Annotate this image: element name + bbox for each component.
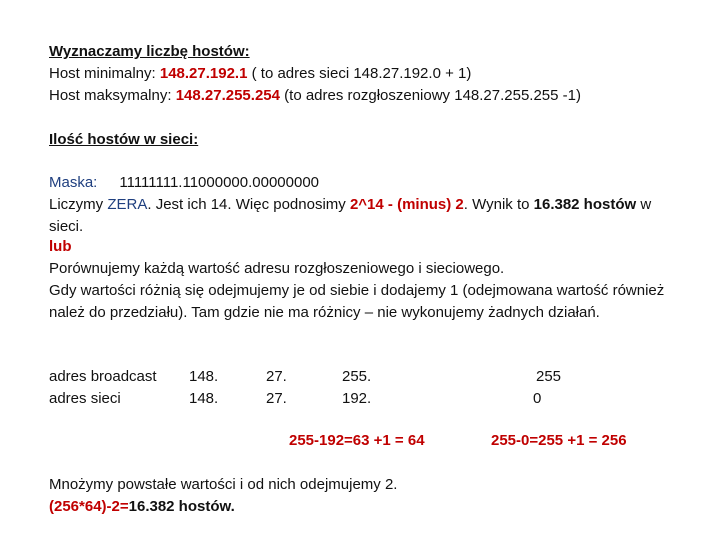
row-broadcast-octet-1: 148. (189, 368, 219, 385)
row-broadcast-label: adres broadcast (49, 368, 157, 385)
zeros-bold: ZERA (107, 196, 148, 213)
final-formula: (256*64)-2= (49, 498, 129, 515)
zeros-text-1: Liczymy (49, 196, 108, 213)
or-label: lub (49, 238, 72, 255)
zeros-text-3: . Wynik to (463, 196, 534, 213)
zeros-text-4: w sieci. (49, 196, 652, 235)
row-network-label: adres sieci (49, 390, 121, 407)
row-network-octet-1: 148. (189, 390, 219, 407)
row-network-octet-4: 0 (533, 390, 542, 407)
mask-label: Maska: (49, 174, 98, 191)
mask-value: 11111111.11000000.00000000 (119, 174, 320, 191)
row-network-octet-3: 192. (342, 390, 372, 407)
zeros-result: 16.382 hostów (533, 196, 637, 213)
compare-line-1: Porównujemy każdą wartość adresu rozgłoszeniowego i sieciowego. (49, 260, 505, 277)
calc-octet-4: 255-0=255 +1 = 256 (491, 432, 627, 449)
zeros-text-2: . Jest ich 14. Więc podnosimy (147, 196, 350, 213)
host-min-line (49, 63, 471, 85)
host-max-value: 148.27.255.254 (175, 87, 280, 104)
zeros-paragraph (49, 194, 689, 237)
row-broadcast-octet-2: 27. (266, 368, 287, 385)
zeros-formula: 2^14 - (minus) 2 (349, 196, 464, 213)
host-min-note: ( to adres sieci 148.27.192.0 + 1) (247, 65, 472, 82)
final-result: 16.382 hostów. (128, 498, 235, 515)
row-network-octet-2: 27. (266, 390, 287, 407)
mask-line (49, 172, 319, 194)
host-min-value: 148.27.192.1 (159, 65, 248, 82)
host-min-label: Host minimalny: (49, 65, 160, 82)
compare-paragraph: Gdy wartości różnią się odejmujemy je od siebie i dodajemy 1 (odejmowana wartość również należ do przedziału). Tam gdzie nie ma różnicy – nie wykonujemy żadnych działań. (49, 282, 665, 321)
row-broadcast-octet-3: 255. (342, 368, 372, 385)
host-max-label: Host maksymalny: (49, 87, 176, 104)
final-line-1: Mnożymy powstałe wartości i od nich odejmujemy 2. (49, 476, 398, 493)
row-broadcast-octet-4: 255 (536, 368, 562, 385)
final-line-2 (49, 496, 235, 518)
heading-host-count: Wyznaczamy liczbę hostów: (49, 43, 250, 60)
calc-octet-3: 255-192=63 +1 = 64 (289, 432, 425, 449)
host-max-note: (to adres rozgłoszeniowy 148.27.255.255 -1) (279, 87, 581, 104)
host-max-line (49, 85, 581, 107)
heading-host-total: Ilość hostów w sieci: (49, 131, 199, 148)
